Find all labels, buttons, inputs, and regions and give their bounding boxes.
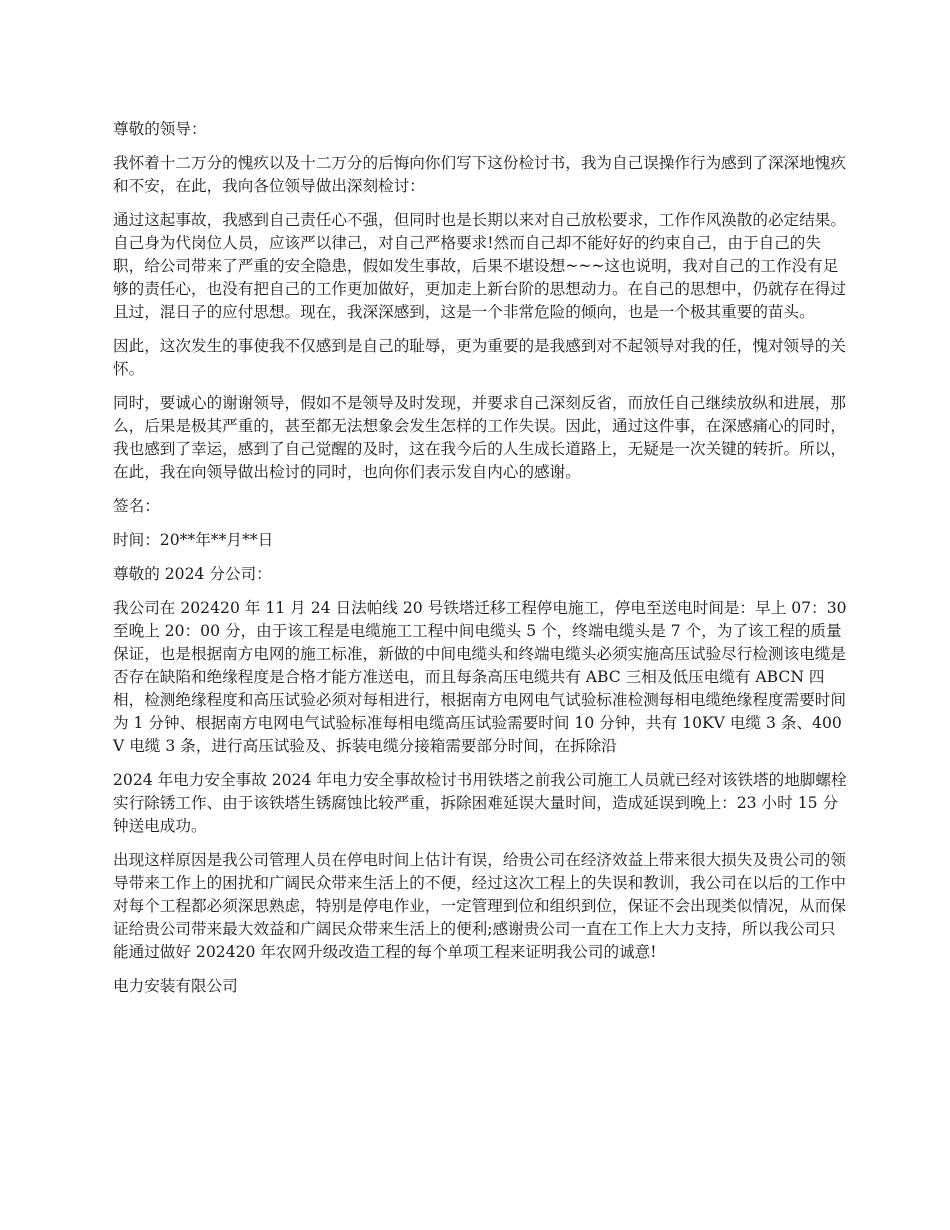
paragraph: 我公司在 202420 年 11 月 24 日法帕线 20 号铁塔迁移工程停电施工，停电至送电时间是：早上 07：30 至晚上 20：00 分，由于该工程是电缆施工工程中间电缆头 5 个，终端电缆头是 7 个，为了该工程的质量保证，也是根据南方电网的施工标准，新做的中间电缆头和终端电缆头必须实施高压试验尽行检测该电缆是否存在缺陷和绝缘程度是合格才能方准送电，而且每条高压电缆共有 ABC 三相及低压电缆有 ABCN 四相，检测绝缘程度和高压试验必须对每相进行，根据南方电网电气试验标准检测每相电缆绝缘程度需要时间为 1 分钟、根据南方电网电气试验标准每相电缆高压试验需要时间 10 分钟，共有 10KV 电缆 3 条、400V 电缆 3 条，进行高压试验及、拆装电缆分接箱需要部分时间，在拆除沿	[113, 599, 847, 755]
paragraph: 我怀着十二万分的愧疚以及十二万分的后悔向你们写下这份检讨书，我为自己误操作行为感到了深深地愧疚和不安，在此，我向各位领导做出深刻检讨：	[113, 154, 846, 195]
signature-line: 签名：	[113, 497, 160, 515]
date-line: 时间：20**年**月**日	[113, 531, 274, 549]
paragraph: 同时，要诚心的谢谢领导，假如不是领导及时发现，并要求自己深刻反省，而放任自己继续放纵和进展，那么，后果是极其严重的，甚至都无法想象会发生怎样的工作失误。因此，通过这件事，在深感痛心的同时，我也感到了幸运，感到了自己觉醒的及时，这在我今后的人生成长道路上，无疑是一次关键的转折。所以，在此，我在向领导做出检讨的同时，也向你们表示发自内心的感谢。	[113, 394, 846, 481]
salutation: 尊敬的 2024 分公司：	[113, 565, 272, 583]
paragraph: 2024 年电力安全事故 2024 年电力安全事故检讨书用铁塔之前我公司施工人员就已经对该铁塔的地脚螺栓实行除锈工作、由于该铁塔生锈腐蚀比较严重，拆除困难延误大量时间，造成延误到晚上：23 小时 15 分钟送电成功。	[113, 771, 847, 835]
document-body	[113, 118, 848, 1009]
paragraph: 出现这样原因是我公司管理人员在停电时间上估计有误，给贵公司在经济效益上带来很大损失及贵公司的领导带来工作上的困扰和广阔民众带来生活上的不便，经过这次工程上的失误和教训，我公司在以后的工作中对每个工程都必须深思熟虑，特别是停电作业，一定管理到位和组织到位，保证不会出现类似情况，从而保证给贵公司带来最大效益和广阔民众带来生活上的便利;感谢贵公司一直在工作上大力支持，所以我公司只能通过做好 202420 年农网升级改造工程的每个单项工程来证明我公司的诚意!	[113, 851, 846, 961]
salutation: 尊敬的领导：	[113, 120, 207, 138]
paragraph: 通过这起事故，我感到自己责任心不强，但同时也是长期以来对自己放松要求，工作作风涣散的必定结果。自己身为代岗位人员，应该严以律己，对自己严格要求!然而自己却不能好好的约束自己，由于自己的失职，给公司带来了严重的安全隐患，假如发生事故，后果不堪设想~~~这也说明，我对自己的工作没有足够的责任心，也没有把自己的工作更加做好，更加走上新台阶的思想动力。在自己的思想中，仍就存在得过且过，混日子的应付思想。现在，我深深感到，这是一个非常危险的倾向，也是一个极其重要的苗头。	[113, 211, 846, 321]
paragraph: 因此，这次发生的事使我不仅感到是自己的耻辱，更为重要的是我感到对不起领导对我的任，愧对领导的关怀。	[113, 337, 846, 378]
company-signature: 电力安装有限公司	[113, 977, 238, 995]
